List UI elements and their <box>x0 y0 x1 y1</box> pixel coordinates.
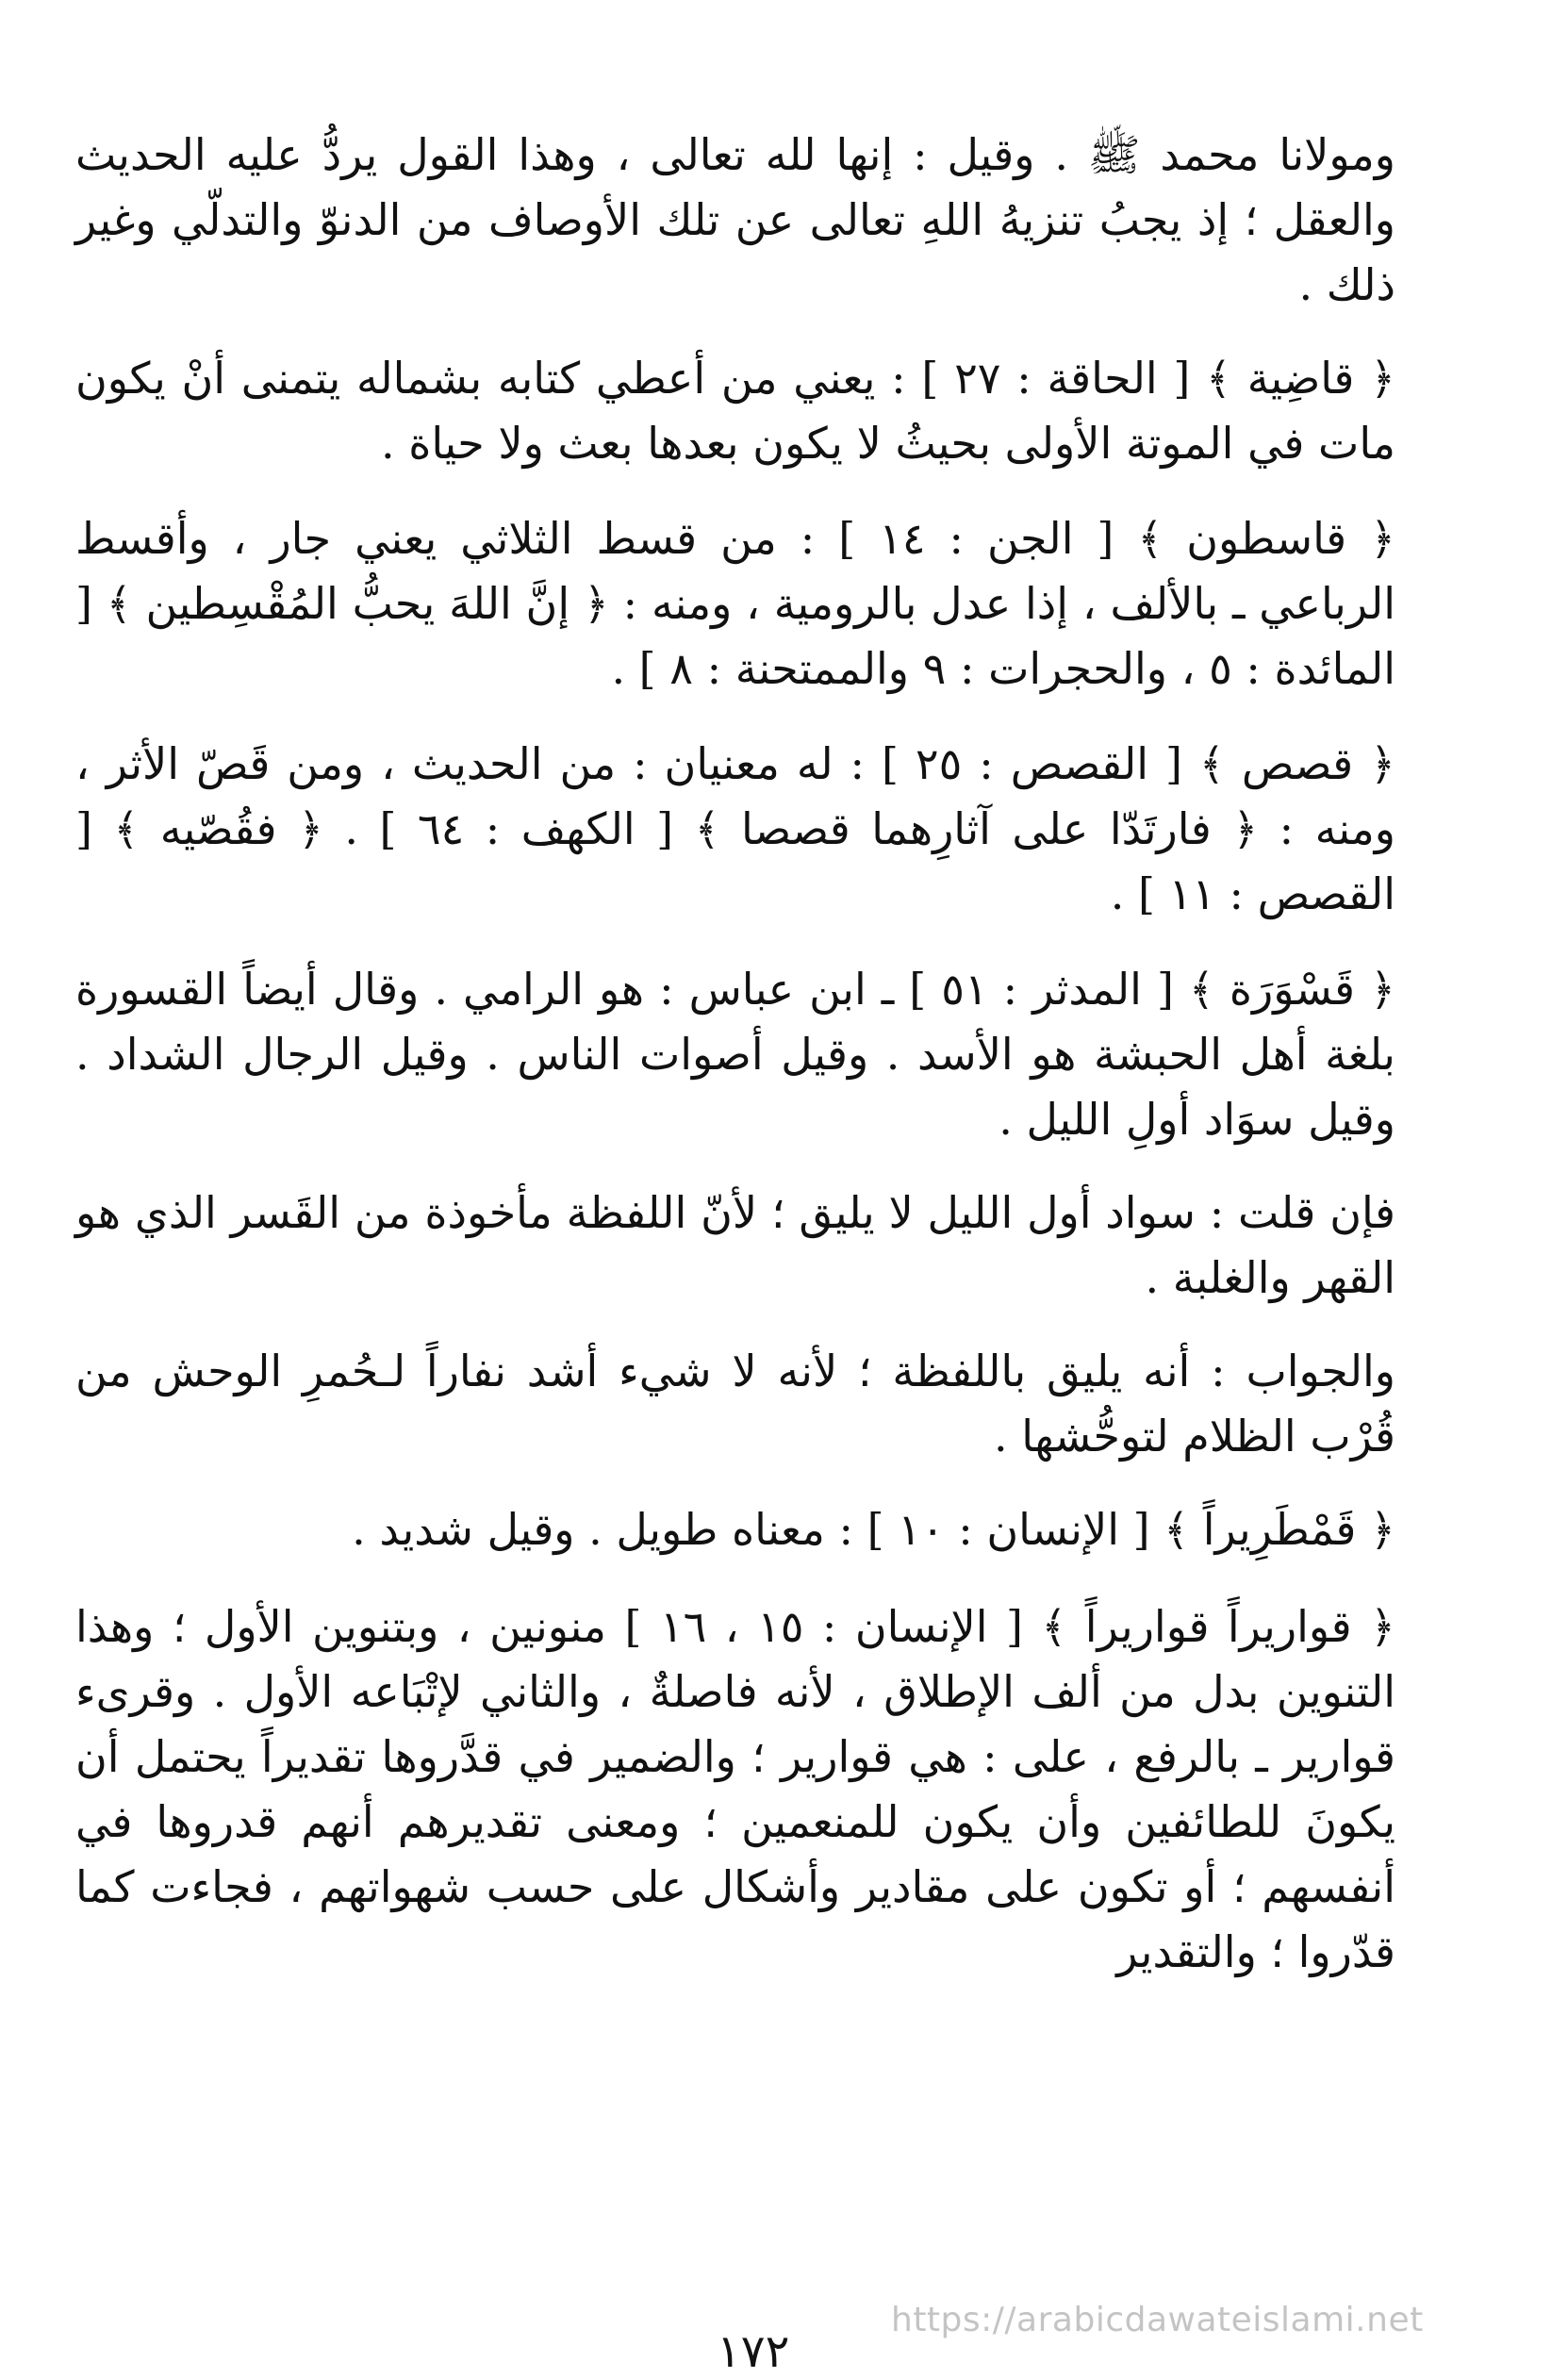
watermark-url: https://arabicdawateislami.net <box>891 2301 1424 2339</box>
paragraph: فإن قلت : سواد أول الليل لا يليق ؛ لأنّ اللفظة مأخوذة من القَسر الذي هو القهر والغلبة . <box>75 1187 1395 1303</box>
page-number: ١٧٢ <box>717 2325 790 2378</box>
paragraph: ﴿ قَسْوَرَة ﴾ [ المدثر : ٥١ ] ـ ابن عباس : هو الرامي . وقال أيضاً القسورة بلغة أهل الحبشة هو الأسد . وقيل أصوات الناس . وقيل الرجال الشداد . وقيل سوَاد أولِ الليل . <box>75 964 1396 1145</box>
paragraph: والجواب : أنه يليق باللفظة ؛ لأنه لا شيء أشد نفاراً لـحُمرِ الوحش من قُرْب الظلام لتوحُّشها . <box>75 1346 1395 1461</box>
paragraph: ﴿ قواريراً قواريراً ﴾ [ الإنسان : ١٥ ، ١٦ ] منونين ، وبتنوين الأول ؛ وهذا التنوين بدل من ألف الإطلاق ، لأنه فاصلةٌ ، والثاني لإتْبَاعه الأول . وقرىء قوارير ـ بالرفع ، على : هي قوارير ؛ والضمير في قدَّروها تقديراً يحتمل أن يكونَ للطائفين وأن يكون للمنعمين ؛ ومعنى تقديرهم أنهم قدروها في أنفسهم ؛ أو تكون على مقادير وأشكال على حسب شهواتهم ، فجاءت كما قدّروا ؛ والتقدير <box>75 1601 1395 1977</box>
paragraph: ﴿ قَمْطَرِيراً ﴾ [ الإنسان : ١٠ ] : معناه طويل . وقيل شديد . <box>352 1504 1395 1555</box>
paragraph: ومولانا محمد ﷺ . وقيل : إنها لله تعالى ، وهذا القول يردُّ عليه الحديث والعقل ؛ إذ يجبُ تنزيهُ اللهِ تعالى عن تلك الأوصاف من الدنوّ والتدلّي وغير ذلك . <box>75 129 1395 310</box>
book-page-body <box>75 123 1395 2291</box>
paragraph: ﴿ قاضِية ﴾ [ الحاقة : ٢٧ ] : يعني من أعطي كتابه بشماله يتمنى أنْ يكون مات في الموتة الأولى بحيثُ لا يكون بعدها بعث ولا حياة . <box>75 353 1395 469</box>
paragraph: ﴿ قصص ﴾ [ القصص : ٢٥ ] : له معنيان : من الحديث ، ومن قَصّ الأثر ، ومنه : ﴿ فارتَدّا على آثارِهما قصصا ﴾ [ الكهف : ٦٤ ] . ﴿ فقُصّيه ﴾ [ القصص : ١١ ] . <box>75 738 1395 919</box>
paragraph: ﴿ قاسطون ﴾ [ الجن : ١٤ ] : من قسط الثلاثي يعني جار ، وأقسط الرباعي ـ بالألف ، إذا عدل بالرومية ، ومنه : ﴿ إنَّ اللهَ يحبُّ المُقْسِطين ﴾ [ المائدة : ٥ ، والحجرات : ٩ والممتحنة : ٨ ] . <box>75 513 1395 694</box>
